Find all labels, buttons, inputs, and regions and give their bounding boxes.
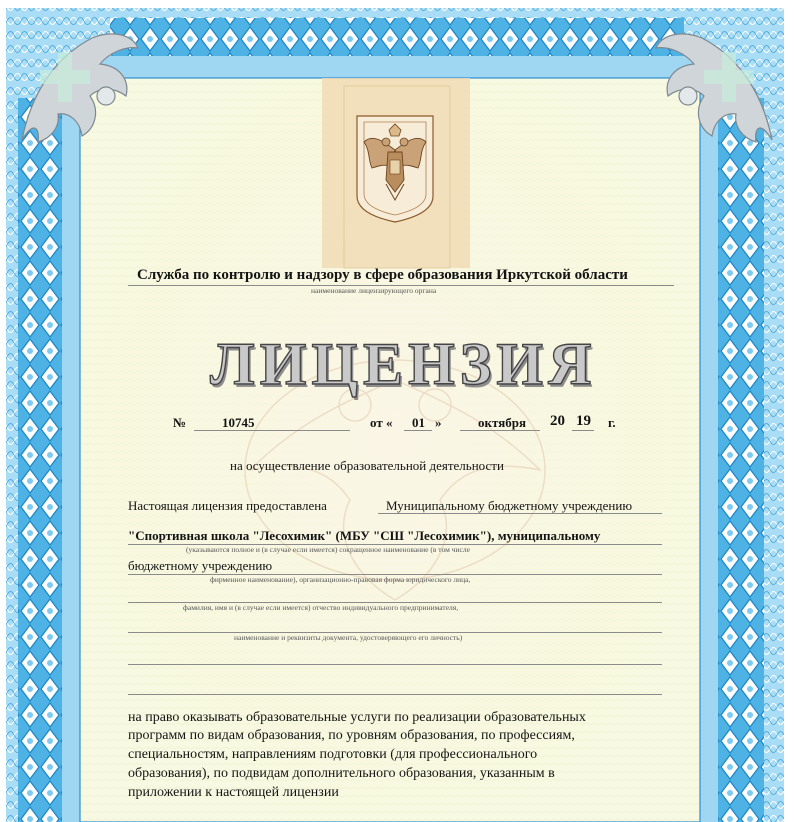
date-month: октября (478, 415, 527, 430)
number-underline (194, 430, 350, 431)
grantee-line-2: "Спортивная школа "Лесохимик" (МБУ "СШ "Лесохимик"), муниципальному (128, 528, 601, 543)
year-underline (572, 430, 594, 431)
rights-line-3: специальностям, направлениям подготовки (для профессионального (128, 747, 538, 762)
date-quote-close: » (435, 415, 442, 430)
grantee-caption-4: наименование и реквизиты документа, удостоверяющего его личность) (234, 633, 463, 642)
rights-line-4: образования), по подвидам дополнительного образования, указанным в (128, 766, 555, 781)
date-year-suffix: 19 (576, 413, 591, 429)
date-year-unit: г. (608, 415, 616, 430)
grantee-caption-2: фирменное наименование), организационно-правовая форма юридического лица, (210, 575, 471, 584)
month-underline (460, 430, 540, 431)
date-day: 01 (412, 415, 425, 430)
grantee-underline-1 (378, 513, 662, 514)
rights-line-2: программ по видам образования, по уровням образования, по профессиям, (128, 728, 575, 743)
grantee-line-1: Муниципальному бюджетному учреждению (386, 498, 633, 513)
license-purpose: на осуществление образовательной деятельности (230, 458, 504, 473)
license-number: 10745 (222, 415, 255, 430)
grantee-line-3: бюджетному учреждению (128, 558, 273, 573)
date-from-label: от « (370, 415, 393, 430)
date-year-prefix: 20 (550, 413, 565, 429)
coat-of-arms-icon (357, 116, 433, 222)
grantee-caption-3: фамилия, имя и (в случае если имеется) отчество индивидуального предпринимателя, (183, 603, 459, 612)
authority-name: Служба по контролю и надзору в сфере образования Иркутской области (137, 267, 628, 283)
grantee-caption-1: (указываются полное и (в случае если имеется) сокращенное наименование (в том числе (186, 545, 470, 554)
rights-line-1: на право оказывать образовательные услуги по реализации образовательных (128, 710, 586, 725)
day-underline (404, 430, 432, 431)
grantee-underline-6 (128, 664, 662, 665)
rights-line-5: приложении к настоящей лицензии (128, 785, 339, 800)
grantee-intro: Настоящая лицензия предоставлена (128, 498, 327, 513)
number-sign: № (173, 415, 187, 430)
authority-caption: наименование лицензирующего органа (311, 286, 437, 295)
document-title: ЛИЦЕНЗИЯ (210, 331, 597, 397)
grantee-underline-7 (128, 694, 662, 695)
